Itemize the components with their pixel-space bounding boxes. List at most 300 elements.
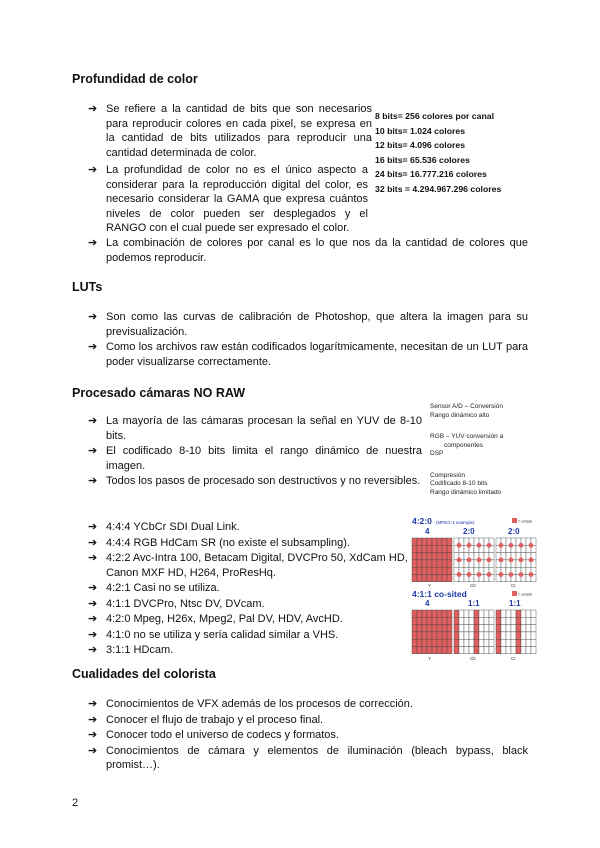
grid-cell: [516, 610, 521, 617]
diagram-top-num: 2:0: [463, 527, 475, 536]
list-item: ➔ Conocimientos de VFX además de los procesos de corrección.: [88, 698, 413, 710]
sample-dot: [487, 543, 492, 548]
grid-cell: [427, 632, 432, 639]
list-item: ➔ 4:4:4 YCbCr SDI Dual Link.: [88, 521, 240, 533]
sample-dot: [519, 558, 524, 563]
grid-cell: [489, 647, 494, 654]
bitdepth-table: [375, 109, 535, 196]
grid-cell: [484, 647, 489, 654]
grid-cell: [464, 625, 469, 632]
sample-dot: [499, 572, 504, 577]
pipeline-text: Codificado 8-10 bits: [430, 480, 488, 487]
grid-cell: [422, 625, 427, 632]
grid-cell: [427, 575, 432, 582]
list-item: ➔ Como los archivos raw están codificados logarítmicamente, necesitan de un LUT para poder visualizarse correctamente.: [88, 341, 528, 368]
grid-cell: [454, 632, 459, 639]
grid-cell: [442, 639, 447, 646]
grid-cell: [442, 567, 447, 574]
grid-cell: [501, 647, 506, 654]
arrow-icon: ➔: [88, 713, 98, 726]
grid-cell: [422, 553, 427, 560]
grid-cell: [506, 647, 511, 654]
arrow-icon: ➔: [88, 475, 98, 487]
grid-cell: [412, 610, 417, 617]
grid-cell: [531, 632, 536, 639]
bitdepth-row: 24 bits= 16.777.216 colores: [375, 169, 487, 179]
diagram-label-cr: Cr: [511, 656, 516, 661]
grid-cell: [459, 610, 464, 617]
grid-cell: [469, 632, 474, 639]
bullet-list-procesado: [72, 414, 422, 490]
grid-cell: [521, 625, 526, 632]
list-item: ➔ Se refiere a la cantidad de bits que son necesarios para reproducir colores en cada pixel, se expresa en la cantidad de bits utilizados para reproducir una cantidad determinada de color.: [88, 103, 372, 159]
grid-cell: [526, 610, 531, 617]
diagram-bottom-title: 4:1:1 co-sited: [412, 589, 467, 599]
sample-dot: [499, 543, 504, 548]
grid-cell: [442, 560, 447, 567]
pipeline-text: RGB – YUV conversión a: [430, 433, 504, 440]
grid-cell: [417, 639, 422, 646]
list-item: ➔ La mayoría de las cámaras procesan la señal en YUV de 8-10 bits.: [88, 415, 422, 442]
list-item: ➔ 3:1:1 HDcam.: [88, 644, 174, 656]
grid-cell: [484, 632, 489, 639]
grid-cell: [454, 647, 459, 654]
arrow-icon: ➔: [88, 744, 98, 757]
list-item: ➔ 4:4:4 RGB HdCam SR (no existe el subsampling).: [88, 536, 350, 549]
grid-cell: [432, 625, 437, 632]
grid-cell: [516, 647, 521, 654]
bitdepth-row: 16 bits= 65.536 colores: [375, 154, 470, 165]
grid-cell: [474, 610, 479, 617]
grid-cell: [469, 617, 474, 624]
grid-cell: [459, 647, 464, 654]
grid-cell: [417, 553, 422, 560]
grid-cell: [511, 632, 516, 639]
diagram-label-cr: Cr: [511, 583, 516, 588]
grid-cell: [437, 647, 442, 654]
pipeline-diagram: [430, 403, 550, 497]
grid-cell: [442, 553, 447, 560]
list-item: ➔ 4:1:0 no se utiliza y sería calidad similar a VHS.: [88, 628, 339, 641]
arrow-icon: ➔: [88, 237, 98, 249]
grid-cell: [501, 639, 506, 646]
grid-cell: [432, 647, 437, 654]
bitdepth-row: 10 bits= 1.024 colores: [375, 125, 466, 136]
grid-cell: [526, 632, 531, 639]
grid-cell: [531, 625, 536, 632]
list-item: ➔ La profundidad de color no es el único aspecto a considerar para la reproducción digital del color, es necesario considerar la GAMA que expresa cuántos niveles de color pueden ser desplegados y el RANGO con el cual puede ser expresado el color.: [88, 164, 368, 234]
legend-sample-swatch: [512, 518, 517, 523]
grid-cell: [506, 632, 511, 639]
grid-cell: [447, 617, 452, 624]
grid-cell: [464, 610, 469, 617]
grid-cell: [412, 575, 417, 582]
bitdepth-row: 8 bits= 256 colores por canal: [375, 111, 495, 121]
grid-cell: [496, 639, 501, 646]
grid-cell: [447, 632, 452, 639]
pipeline-text: Compresión: [430, 471, 466, 479]
bitdepth-row: 32 bits = 4.294.967.296 colores: [375, 183, 502, 194]
grid-cell: [427, 617, 432, 624]
grid-cell: [437, 567, 442, 574]
grid-cell: [442, 575, 447, 582]
grid-cell: [417, 545, 422, 552]
pipeline-text: Sensor A/D – Conversión: [430, 403, 503, 410]
grid-cell: [432, 639, 437, 646]
grid-cell: [412, 567, 417, 574]
grid-cell: [412, 538, 417, 545]
bullet-list-subsampling: [72, 520, 412, 659]
grid-cell: [447, 560, 452, 567]
grid-cell: [412, 632, 417, 639]
sample-dot: [487, 572, 492, 577]
sample-dot: [509, 543, 514, 548]
sample-dot: [477, 572, 482, 577]
diagram-label-y: Y: [428, 656, 432, 661]
grid-cell: [474, 647, 479, 654]
grid-cell: [427, 567, 432, 574]
grid-cell: [412, 639, 417, 646]
grid-cell: [437, 560, 442, 567]
pipeline-text: Rango dinámico alto: [430, 411, 490, 419]
grid-cell: [479, 610, 484, 617]
diagram-label-cb: Cb: [470, 656, 476, 661]
pipeline-text: Rango dinámico limitado: [430, 488, 502, 496]
diagram-top-title: 4:2:0: [412, 516, 432, 526]
grid-cell: [531, 617, 536, 624]
grid-cell: [442, 625, 447, 632]
grid-cell: [437, 538, 442, 545]
arrow-icon: ➔: [88, 552, 98, 564]
grid-cell: [516, 617, 521, 624]
diagram-label-y: Y: [428, 583, 432, 588]
grid-cell: [432, 610, 437, 617]
grid-cell: [432, 538, 437, 545]
grid-cell: [464, 647, 469, 654]
grid-cell: [474, 625, 479, 632]
grid-cell: [521, 632, 526, 639]
grid-cell: [511, 647, 516, 654]
sample-dot: [529, 543, 534, 548]
grid-cell: [432, 632, 437, 639]
grid-cell: [454, 625, 459, 632]
grid-cell: [506, 610, 511, 617]
grid-cell: [437, 545, 442, 552]
grid-cell: [417, 560, 422, 567]
grid-cell: [432, 560, 437, 567]
list-item: ➔ Son como las curvas de calibración de Photoshop, que altera la imagen para su previsualización.: [88, 311, 528, 338]
bullet-list-profundidad-a: [72, 102, 372, 161]
grid-cell: [479, 632, 484, 639]
sample-dot: [477, 543, 482, 548]
grid-cell: [464, 617, 469, 624]
list-item: ➔ Conocer todo el universo de codecs y formatos.: [88, 729, 339, 741]
grid-cell: [484, 625, 489, 632]
arrow-icon: ➔: [88, 698, 98, 710]
arrow-icon: ➔: [88, 613, 98, 625]
grid-cell: [432, 545, 437, 552]
arrow-icon: ➔: [88, 644, 98, 656]
grid-cell: [437, 575, 442, 582]
grid-cell: [417, 632, 422, 639]
pipeline-text: componentes: [444, 441, 484, 449]
grid-cell: [479, 617, 484, 624]
grid-cell: [432, 575, 437, 582]
arrow-icon: ➔: [88, 103, 98, 115]
arrow-icon: ➔: [88, 164, 98, 176]
arrow-icon: ➔: [88, 521, 98, 533]
grid-cell: [484, 610, 489, 617]
grid-cell: [516, 632, 521, 639]
sample-dot: [519, 572, 524, 577]
grid-cell: [469, 647, 474, 654]
grid-cell: [526, 639, 531, 646]
grid-cell: [442, 610, 447, 617]
grid-cell: [459, 639, 464, 646]
grid-cell: [427, 639, 432, 646]
arrow-icon: ➔: [88, 341, 98, 353]
grid-cell: [412, 553, 417, 560]
grid-cell: [526, 625, 531, 632]
sample-dot: [487, 558, 492, 563]
grid-cell: [459, 632, 464, 639]
diagram-top-subtitle: (MPEG-1 example): [436, 520, 475, 525]
sample-dot: [519, 543, 524, 548]
bullet-list-profundidad-c: [72, 236, 528, 266]
grid-cell: [447, 553, 452, 560]
grid-cell: [474, 639, 479, 646]
list-item: ➔ Todos los pasos de procesado son destructivos y no reversibles.: [88, 475, 421, 487]
grid-cell: [511, 639, 516, 646]
grid-cell: [496, 617, 501, 624]
grid-cell: [496, 610, 501, 617]
grid-cell: [447, 545, 452, 552]
grid-cell: [531, 639, 536, 646]
grid-cell: [427, 553, 432, 560]
grid-cell: [447, 538, 452, 545]
grid-cell: [422, 639, 427, 646]
grid-cell: [474, 617, 479, 624]
arrow-icon: ➔: [88, 445, 98, 457]
list-item: ➔ Conocimientos de cámara y elementos de iluminación (bleach bypass, black promist…).: [88, 744, 528, 771]
grid-cell: [422, 610, 427, 617]
diagram-bottom-num: 4: [425, 599, 430, 608]
grid-cell: [459, 625, 464, 632]
diagram-top-num: 2:0: [508, 527, 520, 536]
grid-cell: [417, 625, 422, 632]
grid-cell: [489, 625, 494, 632]
grid-cell: [521, 617, 526, 624]
grid-cell: [422, 617, 427, 624]
grid-cell: [501, 610, 506, 617]
sample-dot: [477, 558, 482, 563]
grid-cell: [447, 575, 452, 582]
grid-cell: [417, 567, 422, 574]
grid-cell: [412, 560, 417, 567]
sample-dot: [509, 572, 514, 577]
grid-cell: [501, 617, 506, 624]
grid-cell: [479, 647, 484, 654]
arrow-icon: ➔: [88, 415, 98, 427]
grid-cell: [412, 617, 417, 624]
grid-cell: [437, 617, 442, 624]
grid-cell: [442, 545, 447, 552]
bullet-list-luts: [72, 310, 528, 370]
arrow-icon: ➔: [88, 311, 98, 323]
grid-cell: [427, 610, 432, 617]
grid-cell: [447, 567, 452, 574]
grid-cell: [496, 647, 501, 654]
section-title-procesado: Procesado cámaras NO RAW: [72, 386, 245, 400]
grid-cell: [526, 647, 531, 654]
grid-cell: [464, 632, 469, 639]
grid-cell: [417, 575, 422, 582]
page-number: 2: [72, 797, 79, 809]
grid-cell: [442, 538, 447, 545]
grid-cell: [442, 632, 447, 639]
grid-cell: [459, 617, 464, 624]
grid-cell: [469, 639, 474, 646]
bullet-list-cualidades: [72, 697, 528, 774]
grid-cell: [447, 647, 452, 654]
list-item: ➔ La combinación de colores por canal es lo que nos da la cantidad de colores que podemos reproducir.: [88, 237, 528, 264]
list-item: ➔ 4:2:2 Avc-Intra 100, Betacam Digital, DVCPro 50, XdCam HD, Canon MXF HD, H264, ProResHq.: [88, 552, 408, 579]
sample-dot: [467, 572, 472, 577]
grid-cell: [484, 639, 489, 646]
grid-cell: [437, 610, 442, 617]
grid-cell: [422, 560, 427, 567]
grid-cell: [489, 632, 494, 639]
grid-cell: [417, 610, 422, 617]
grid-cell: [511, 625, 516, 632]
grid-cell: [464, 639, 469, 646]
grid-cell: [501, 632, 506, 639]
grid-cell: [442, 617, 447, 624]
list-item: ➔ 4:2:1 Casi no se utiliza.: [88, 582, 220, 594]
grid-cell: [427, 545, 432, 552]
diagram-top-num: 4: [425, 527, 430, 536]
sample-dot: [467, 543, 472, 548]
grid-cell: [521, 647, 526, 654]
grid-cell: [511, 610, 516, 617]
grid-cell: [422, 632, 427, 639]
arrow-icon: ➔: [88, 729, 98, 741]
grid-cell: [516, 625, 521, 632]
grid-cell: [506, 625, 511, 632]
grid-cell: [437, 625, 442, 632]
grid-cell: [489, 610, 494, 617]
grid-cell: [479, 625, 484, 632]
grid-cell: [422, 538, 427, 545]
diagram-top-legend: = sample: [518, 519, 533, 524]
grid-cell: [454, 639, 459, 646]
section-title-cualidades: Cualidades del colorista: [72, 667, 216, 681]
grid-cell: [496, 625, 501, 632]
grid-cell: [469, 625, 474, 632]
subsampling-diagram: [408, 514, 538, 662]
grid-cell: [417, 617, 422, 624]
arrow-icon: ➔: [88, 582, 98, 594]
grid-cell: [432, 567, 437, 574]
grid-cell: [422, 567, 427, 574]
grid-cell: [447, 639, 452, 646]
grid-cell: [511, 617, 516, 624]
grid-cell: [484, 617, 489, 624]
grid-cell: [422, 647, 427, 654]
grid-cell: [501, 625, 506, 632]
section-title-luts: LUTs: [72, 280, 103, 294]
grid-cell: [531, 610, 536, 617]
sample-dot: [457, 572, 462, 577]
diagram-bottom-num: 1:1: [468, 599, 480, 608]
grid-cell: [454, 617, 459, 624]
arrow-icon: ➔: [88, 597, 98, 610]
grid-cell: [447, 625, 452, 632]
sample-dot: [467, 558, 472, 563]
list-item: ➔ El codificado 8-10 bits limita el rango dinámico de nuestra imagen.: [88, 445, 422, 472]
list-item: ➔ 4:2:0 Mpeg, H26x, Mpeg2, Pal DV, HDV, AvcHD.: [88, 613, 343, 625]
grid-cell: [479, 639, 484, 646]
grid-cell: [412, 545, 417, 552]
grid-cell: [447, 610, 452, 617]
sample-dot: [499, 558, 504, 563]
sample-dot: [529, 572, 534, 577]
diagram-label-cb: Cb: [470, 583, 476, 588]
grid-cell: [417, 538, 422, 545]
pipeline-text: DSP: [430, 450, 444, 457]
grid-cell: [506, 617, 511, 624]
grid-cell: [432, 553, 437, 560]
list-item: ➔ Conocer el flujo de trabajo y el proceso final.: [88, 713, 324, 726]
grid-cell: [496, 632, 501, 639]
grid-cell: [417, 647, 422, 654]
bitdepth-row: 12 bits= 4.096 colores: [375, 140, 466, 150]
sample-dot: [457, 558, 462, 563]
grid-cell: [489, 639, 494, 646]
grid-cell: [422, 545, 427, 552]
grid-cell: [442, 647, 447, 654]
diagram-bottom-num: 1:1: [509, 599, 521, 608]
grid-cell: [412, 625, 417, 632]
grid-cell: [427, 560, 432, 567]
grid-cell: [432, 617, 437, 624]
grid-cell: [427, 647, 432, 654]
sample-dot: [529, 558, 534, 563]
grid-cell: [422, 575, 427, 582]
grid-cell: [412, 647, 417, 654]
grid-cell: [489, 617, 494, 624]
list-item: ➔ 4:1:1 DVCPro, Ntsc DV, DVcam.: [88, 597, 265, 610]
grid-cell: [521, 610, 526, 617]
grid-cell: [437, 632, 442, 639]
grid-cell: [531, 647, 536, 654]
grid-cell: [526, 617, 531, 624]
grid-cell: [437, 553, 442, 560]
grid-cell: [506, 639, 511, 646]
grid-cell: [454, 610, 459, 617]
grid-cell: [437, 639, 442, 646]
grid-cell: [427, 625, 432, 632]
grid-cell: [474, 632, 479, 639]
section-title-profundidad: Profundidad de color: [72, 72, 198, 86]
grid-cell: [427, 538, 432, 545]
legend-sample-swatch: [512, 591, 517, 596]
grid-cell: [469, 610, 474, 617]
arrow-icon: ➔: [88, 628, 98, 641]
diagram-bottom-legend: = sample: [518, 592, 533, 597]
grid-cell: [521, 639, 526, 646]
arrow-icon: ➔: [88, 536, 98, 549]
